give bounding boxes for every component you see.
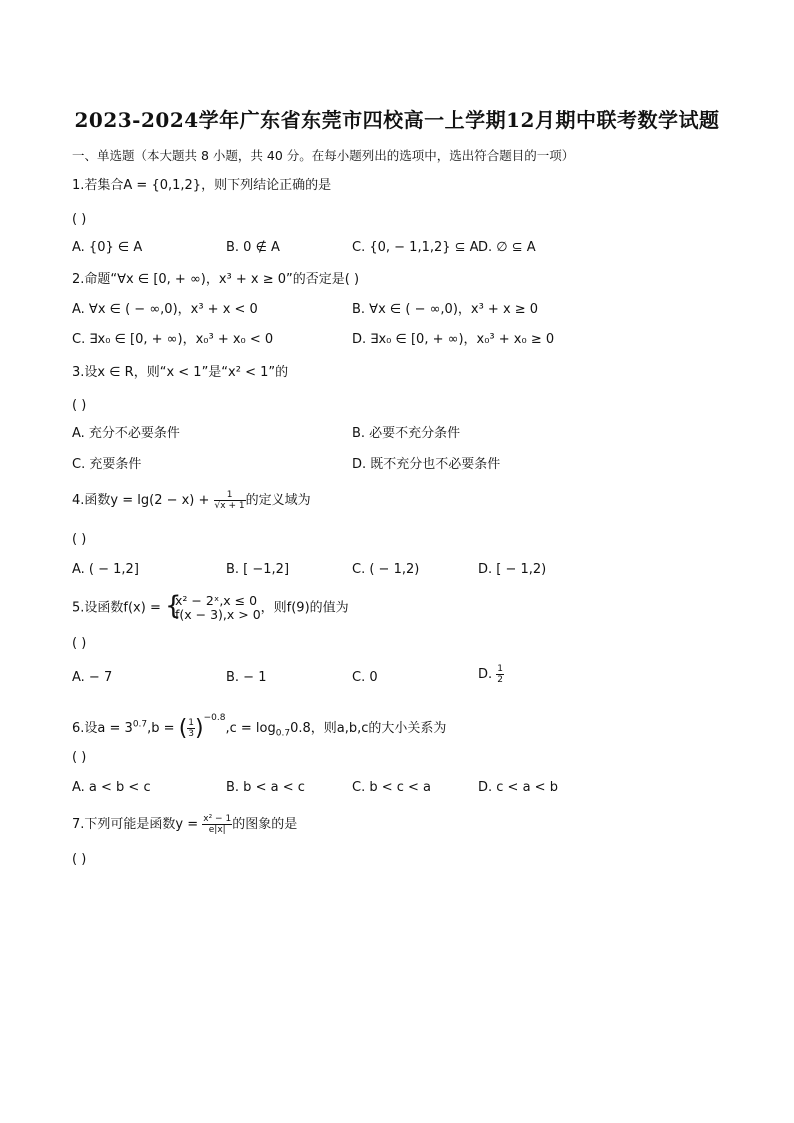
- question-5-stem: [72, 591, 349, 622]
- q6-exp-b: −0.8: [203, 713, 226, 723]
- q7-stem-pre: 7.下列可能是函数y =: [72, 817, 203, 832]
- q5-option-c: C. 0: [352, 670, 378, 685]
- q4-option-c: C. ( − 1,2): [352, 562, 420, 577]
- q5-optd-den: 2: [497, 675, 504, 685]
- answer-blank: ( ): [72, 750, 87, 765]
- q5-option-d-fraction: [496, 664, 504, 685]
- q1-option-d: D. ∅ ⊆ A: [478, 240, 536, 255]
- q3-option-a: A. 充分不必要条件: [72, 426, 180, 441]
- page-title: 2023-2024学年广东省东莞市四校高一上学期12月期中联考数学试题: [74, 108, 720, 132]
- q6-stem-c: ,c = log: [225, 721, 276, 736]
- q5-stem-post: ，则f(9)的值为: [260, 600, 349, 616]
- question-2-stem: 2.命题“∀x ∈ [0, + ∞)，x³ + x ≥ 0”的否定是( ): [72, 272, 360, 287]
- q6-frac-den: 3: [188, 729, 195, 739]
- right-paren-icon: ): [195, 715, 204, 741]
- q1-option-b: B. 0 ∉ A: [226, 240, 280, 255]
- q6-stem-pre: 6.设a = 3: [72, 721, 133, 736]
- q6-option-c: C. b < c < a: [352, 780, 432, 795]
- question-4-stem: [72, 490, 311, 511]
- section-header: 一、单选题（本大题共 8 小题，共 40 分。在每小题列出的选项中，选出符合题目的一项）: [72, 148, 575, 163]
- q3-option-b: B. 必要不充分条件: [352, 426, 461, 441]
- q6-option-d: D. c < a < b: [478, 780, 558, 795]
- q2-option-c: C. ∃x₀ ∈ [0, + ∞)，x₀³ + x₀ < 0: [72, 332, 274, 347]
- q7-frac-den: e|x|: [208, 825, 226, 835]
- q7-fraction: [202, 814, 232, 835]
- question-1-stem: 1.若集合A = {0,1,2}，则下列结论正确的是: [72, 178, 332, 193]
- q7-stem-post: 的图象的是: [232, 817, 298, 832]
- q4-stem-post: 的定义域为: [245, 493, 311, 508]
- question-7-stem: [72, 814, 297, 835]
- q1-option-c: C. {0, − 1,1,2} ⊆ A: [352, 240, 479, 255]
- q5-piece-1: x² − 2ˣ,x ≤ 0: [174, 593, 258, 608]
- q4-fraction: [214, 490, 246, 511]
- q6-fraction: [187, 718, 195, 739]
- q4-option-b: B. [ −1,2]: [226, 562, 290, 577]
- q5-option-d-label: D.: [478, 667, 493, 682]
- q5-option-b: B. − 1: [226, 670, 267, 685]
- q4-option-d: D. [ − 1,2): [478, 562, 547, 577]
- q1-option-a: A. {0} ∈ A: [72, 240, 143, 255]
- q6-option-a: A. a < b < c: [72, 780, 151, 795]
- q6-frac-num: 1: [188, 718, 195, 728]
- q6-exp-a: 0.7: [132, 719, 148, 730]
- q5-piece-2: f(x − 3),x > 0: [174, 607, 261, 622]
- q4-stem-pre: 4.函数y = lg(2 − x) +: [72, 493, 214, 508]
- q6-sub-c: 0.7: [275, 728, 291, 739]
- q2-option-a: A. ∀x ∈ ( − ∞,0)，x³ + x < 0: [72, 302, 258, 317]
- answer-blank: ( ): [72, 532, 87, 547]
- answer-blank: ( ): [72, 636, 87, 651]
- q5-stem-pre: 5.设函数f(x) =: [72, 600, 165, 616]
- q5-option-a: A. − 7: [72, 670, 113, 685]
- q6-stem-post: 0.8，则a,b,c的大小关系为: [290, 721, 447, 736]
- q4-frac-den: √x + 1: [214, 501, 245, 511]
- answer-blank: ( ): [72, 852, 87, 867]
- q5-option-d: [478, 664, 504, 685]
- q4-option-a: A. ( − 1,2]: [72, 562, 139, 577]
- left-paren-icon: (: [178, 715, 188, 741]
- q5-optd-num: 1: [497, 664, 504, 674]
- q6-stem-mid: ,b =: [147, 721, 179, 736]
- q2-option-d: D. ∃x₀ ∈ [0, + ∞)，x₀³ + x₀ ≥ 0: [352, 332, 555, 347]
- q5-piecewise: [164, 591, 261, 622]
- q6-option-b: B. b < a < c: [226, 780, 305, 795]
- q3-option-c: C. 充要条件: [72, 457, 142, 472]
- question-6-stem: [72, 708, 446, 744]
- answer-blank: ( ): [72, 398, 87, 413]
- question-3-stem: 3.设x ∈ R，则“x < 1”是“x² < 1”的: [72, 365, 289, 380]
- brace-icon: {: [164, 591, 182, 621]
- answer-blank: ( ): [72, 212, 87, 227]
- q2-option-b: B. ∀x ∈ ( − ∞,0)，x³ + x ≥ 0: [352, 302, 539, 317]
- q3-option-d: D. 既不充分也不必要条件: [352, 457, 501, 472]
- q7-frac-num: x² − 1: [203, 814, 232, 824]
- q4-frac-num: 1: [214, 490, 246, 501]
